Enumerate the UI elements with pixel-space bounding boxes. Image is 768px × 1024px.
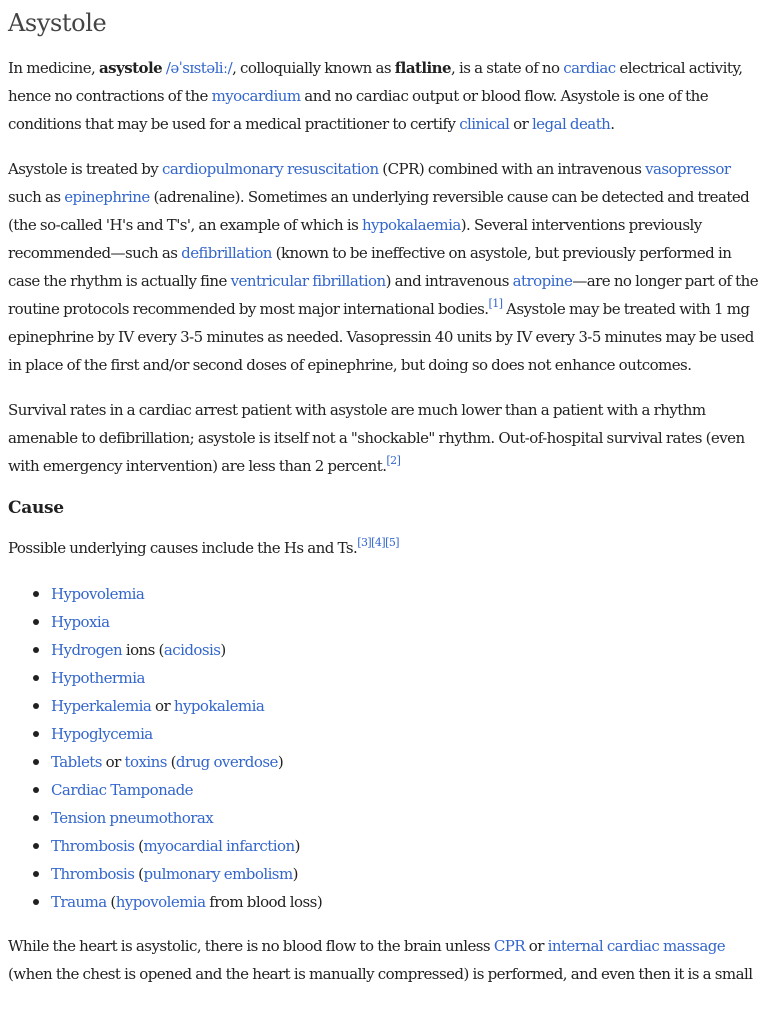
link-thrombosis[interactable]: Thrombosis <box>51 837 135 855</box>
link-atropine[interactable]: atropine <box>512 272 573 290</box>
text: , colloquially known as <box>232 59 395 77</box>
text: (adrenaline). Sometimes an underlying reversible cause can be detected and treated (the so-called 'H's and T's', an example of which is <box>8 188 750 234</box>
link-trauma[interactable]: Trauma <box>51 893 107 911</box>
link-cardiac[interactable]: cardiac <box>563 59 616 77</box>
text: (known to be ineffective on asystole, but previously performed in case the rhythm is actually fine <box>8 244 732 290</box>
link-cardiac-tamponade[interactable]: Cardiac Tamponade <box>51 781 193 799</box>
text: ( <box>134 865 144 883</box>
link-toxins[interactable]: toxins <box>124 753 167 771</box>
reference-5[interactable]: [5] <box>385 536 400 549</box>
text: , is a state of no <box>451 59 564 77</box>
link-defibrillation[interactable]: defibrillation <box>181 244 272 262</box>
bullet <box>33 591 39 597</box>
text: ( <box>134 837 144 855</box>
link-clinical[interactable]: clinical <box>459 115 510 133</box>
list-item <box>31 636 762 664</box>
text: such as <box>8 188 65 206</box>
link-myocardium[interactable]: myocardium <box>211 87 301 105</box>
link-tension-pneumothorax[interactable]: Tension pneumothorax <box>51 809 214 827</box>
list-item <box>31 832 762 860</box>
text: Possible underlying causes include the Hs and Ts. <box>8 539 358 557</box>
reference-1[interactable]: [1] <box>488 297 503 310</box>
bullet <box>33 675 39 681</box>
link-hypovolemia[interactable]: Hypovolemia <box>51 585 145 603</box>
term-flatline: flatline <box>394 59 452 77</box>
bullet <box>33 731 39 737</box>
bullet <box>33 647 39 653</box>
bullet <box>33 619 39 625</box>
link-legal-death[interactable]: legal death <box>531 115 611 133</box>
list-item <box>31 720 762 748</box>
text: ions ( <box>122 641 164 659</box>
link-acidosis[interactable]: acidosis <box>163 641 221 659</box>
link-internal-cardiac-massage[interactable]: internal cardiac massage <box>547 937 726 955</box>
intro-paragraph <box>8 54 762 138</box>
link-cpr[interactable]: CPR <box>493 937 526 955</box>
link-thrombosis[interactable]: Thrombosis <box>51 865 135 883</box>
list-item <box>31 748 762 776</box>
text: While the heart is asystolic, there is no blood flow to the brain unless <box>8 937 494 955</box>
text: ) <box>220 641 226 659</box>
link-hypothermia[interactable]: Hypothermia <box>51 669 145 687</box>
text: or <box>101 753 125 771</box>
term-asystole: asystole <box>98 59 163 77</box>
treatment-paragraph <box>8 155 762 379</box>
reference-2[interactable]: [2] <box>386 454 401 467</box>
text: ) <box>292 865 298 883</box>
link-hypoxia[interactable]: Hypoxia <box>51 613 110 631</box>
text: Survival rates in a cardiac arrest patient with asystole are much lower than a patient with a rhythm amenable to defibrillation; asystole is itself not a "shockable" rhythm. Out-of-hospital survival rates (even with emergency intervention) are less than 2 percent. <box>8 401 745 475</box>
link-pulmonary-embolism[interactable]: pulmonary embolism <box>143 865 293 883</box>
link-hypovolemia[interactable]: hypovolemia <box>115 893 206 911</box>
bullet <box>33 871 39 877</box>
link-hypokalaemia[interactable]: hypokalaemia <box>361 216 461 234</box>
list-item <box>31 664 762 692</box>
bullet <box>33 759 39 765</box>
bullet <box>33 815 39 821</box>
list-item <box>31 608 762 636</box>
bullet <box>33 787 39 793</box>
text: ) and intravenous <box>385 272 513 290</box>
text: (when the chest is opened and the heart is manually compressed) is performed, and even then it is a small <box>8 965 753 983</box>
link-myocardial-infarction[interactable]: myocardial infarction <box>143 837 295 855</box>
text: —are no longer part of the routine protocols recommended by most major international bodies. <box>8 272 759 318</box>
text: or <box>525 937 548 955</box>
list-item <box>31 776 762 804</box>
text: or <box>509 115 532 133</box>
list-item <box>31 580 762 608</box>
section-heading-cause: Cause <box>8 498 64 518</box>
link-ventricular-fibrillation[interactable]: ventricular fibrillation <box>230 272 386 290</box>
link-vasopressor[interactable]: vasopressor <box>645 160 731 178</box>
reference-3[interactable]: [3] <box>357 536 372 549</box>
cause-intro <box>8 534 762 562</box>
link-epinephrine[interactable]: epinephrine <box>64 188 150 206</box>
text: ) <box>277 753 284 771</box>
link-hydrogen[interactable]: Hydrogen <box>51 641 123 659</box>
link-hypoglycemia[interactable]: Hypoglycemia <box>51 725 153 743</box>
reference-4[interactable]: [4] <box>371 536 386 549</box>
text: from blood loss) <box>205 893 323 911</box>
link-hypokalemia[interactable]: hypokalemia <box>173 697 265 715</box>
bullet <box>33 899 39 905</box>
list-item <box>31 888 762 916</box>
text: and no cardiac output or blood flow. Asystole is one of the conditions that may be used for a medical practitioner to certify <box>8 87 709 133</box>
list-item <box>31 860 762 888</box>
list-item <box>31 692 762 720</box>
text: Asystole is treated by <box>8 160 162 178</box>
text: ) <box>294 837 300 855</box>
text: . <box>610 115 615 133</box>
text: ). Several interventions previously recommended—such as <box>8 216 702 262</box>
ipa-link[interactable]: /əˈsɪstəliː/ <box>165 59 233 77</box>
survival-paragraph <box>8 396 762 480</box>
page-title: Asystole <box>8 9 107 37</box>
text: ( <box>166 753 176 771</box>
link-cpr[interactable]: cardiopulmonary resuscitation <box>161 160 379 178</box>
list-item <box>31 804 762 832</box>
link-tablets[interactable]: Tablets <box>51 753 102 771</box>
text: or <box>151 697 174 715</box>
article <box>8 0 762 988</box>
text: (CPR) combined with an intravenous <box>378 160 646 178</box>
text: electrical activity, hence no contractions of the <box>8 59 743 105</box>
text: Asystole may be treated with 1 mg epinephrine by IV every 3-5 minutes as needed. Vasopressin 40 units by IV every 3-5 minutes may be used in place of the first and/or second doses of epinephrine, but doing so does not enhance outcomes. <box>8 300 754 374</box>
link-hyperkalemia[interactable]: Hyperkalemia <box>51 697 152 715</box>
text: In medicine, <box>8 59 99 77</box>
link-drug-overdose[interactable]: drug overdose <box>175 753 278 771</box>
brain-blood-flow-paragraph <box>8 932 762 988</box>
text: ( <box>106 893 116 911</box>
bullet <box>33 843 39 849</box>
causes-list <box>8 580 762 916</box>
bullet <box>33 703 39 709</box>
